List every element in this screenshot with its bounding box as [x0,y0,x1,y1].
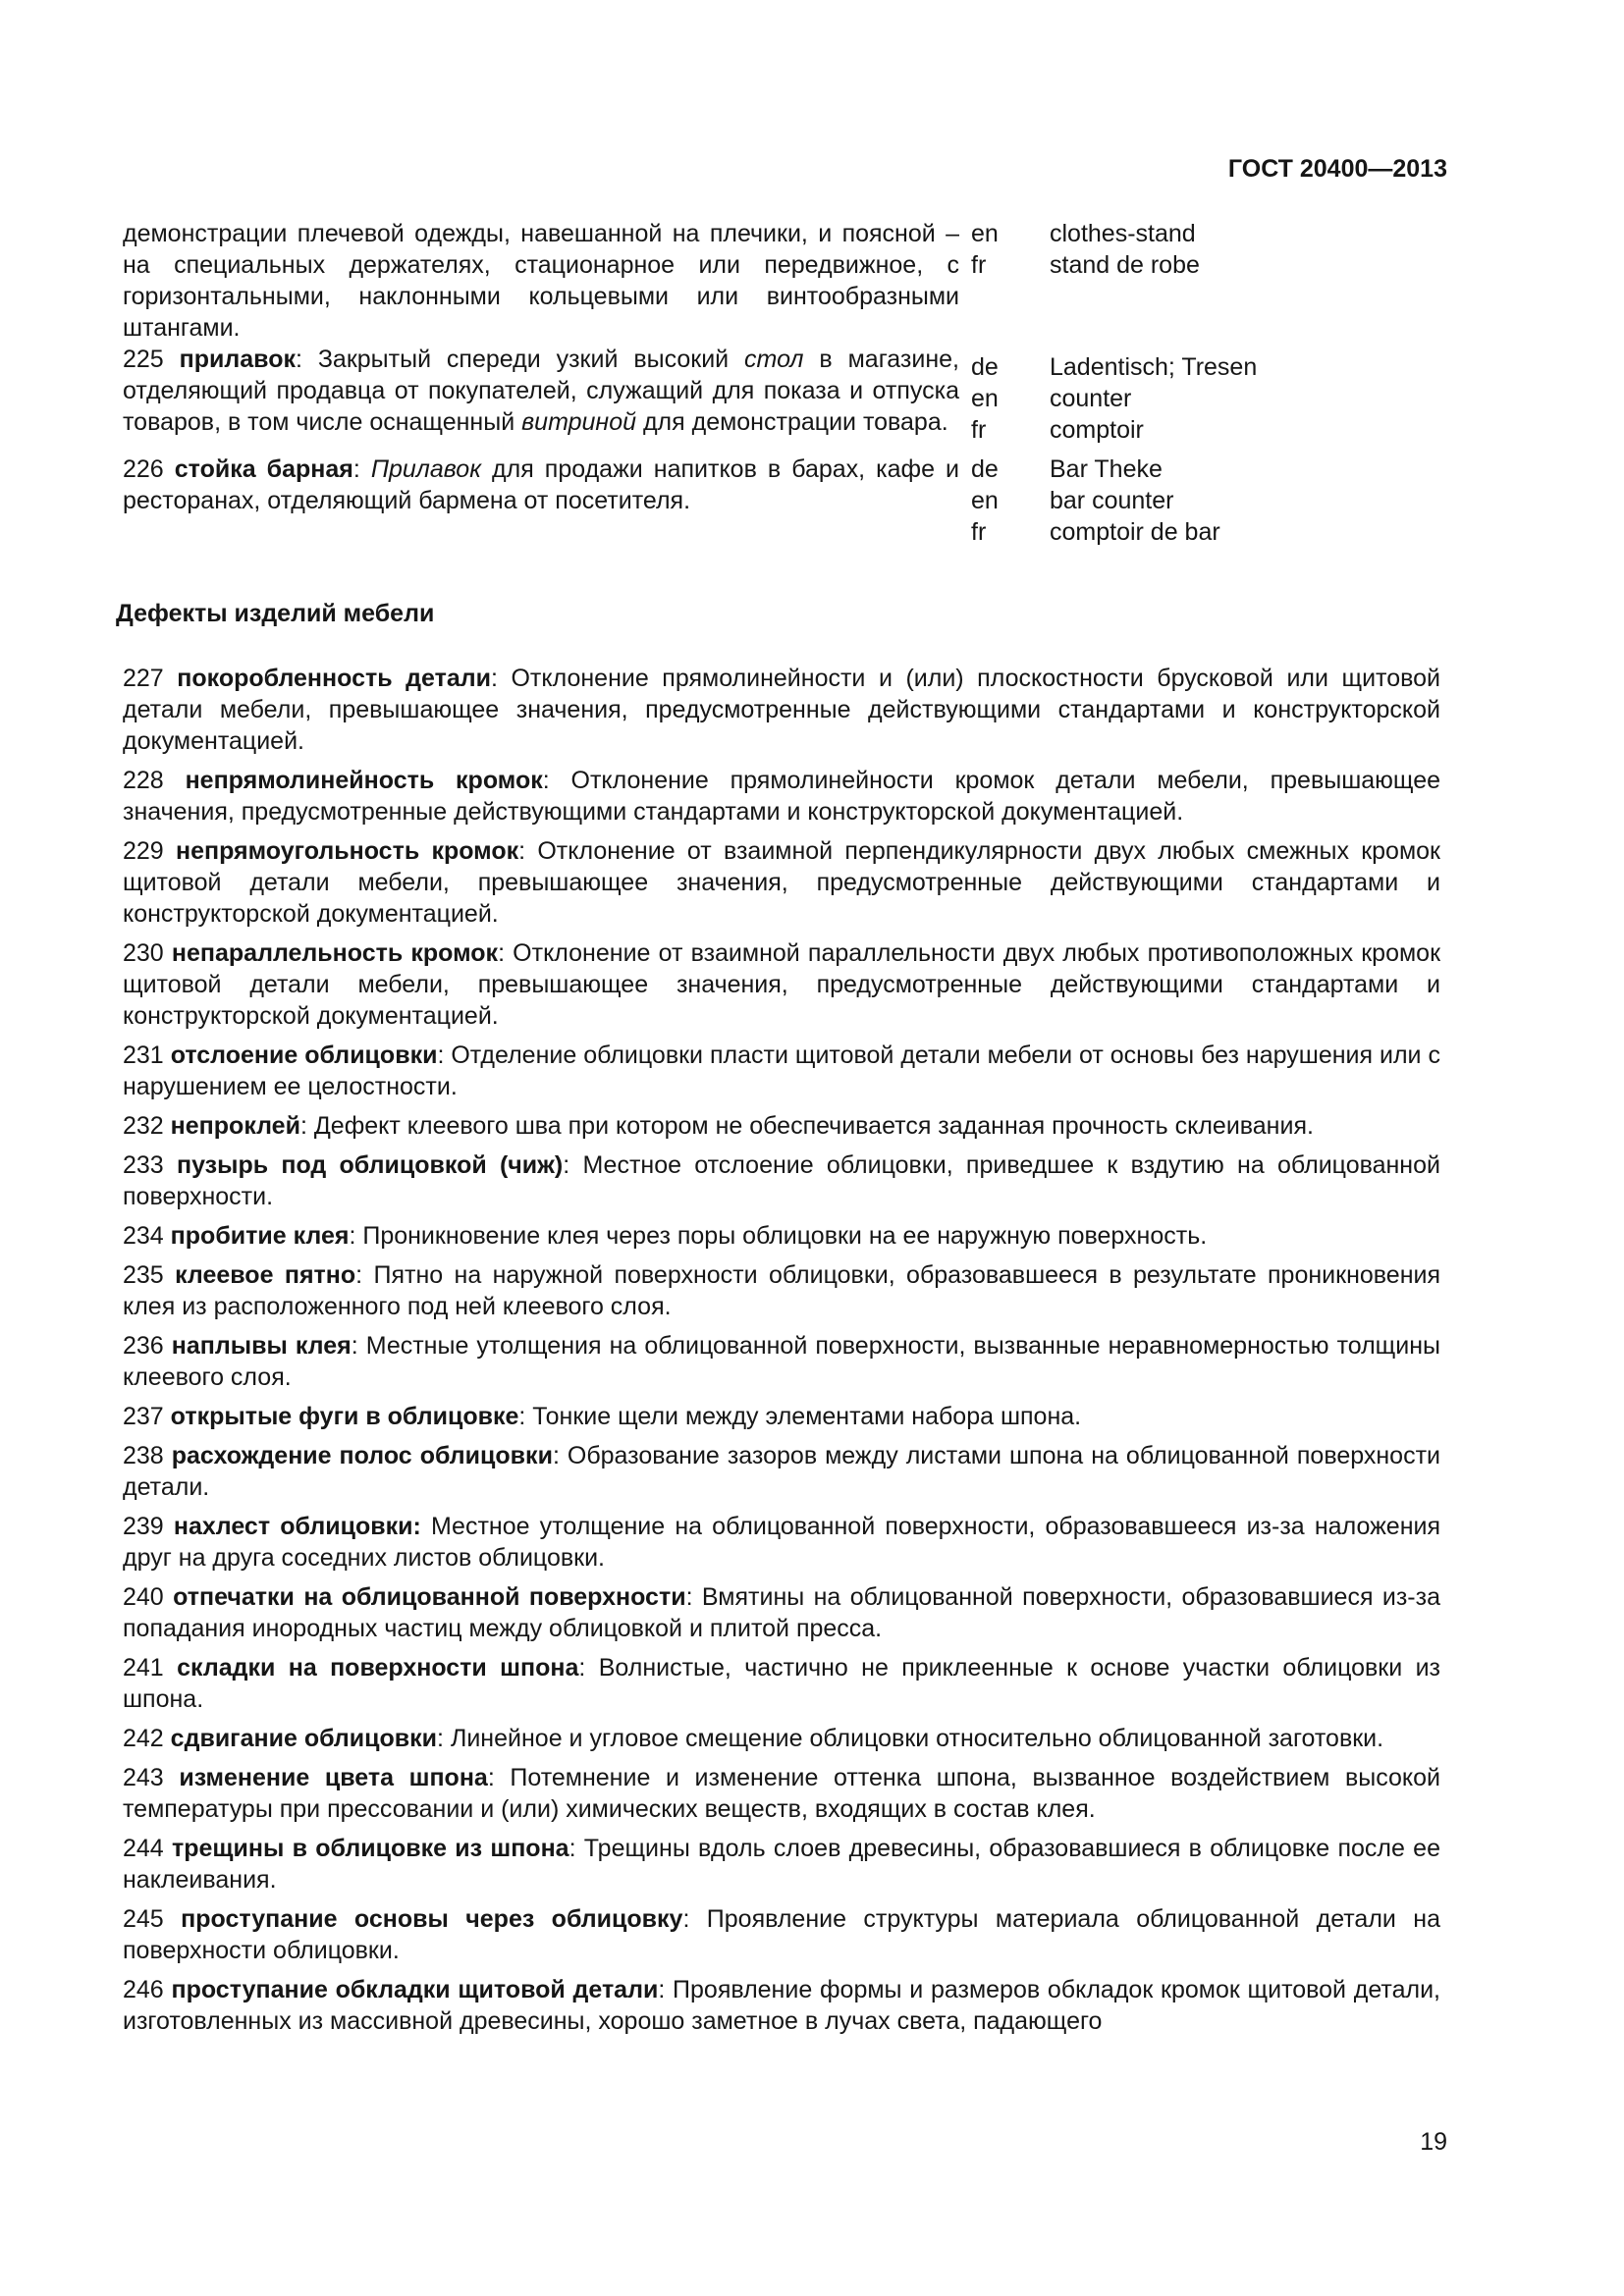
foreign-term: Ladentisch; Tresen [1050,353,1258,381]
defect-entry-232 [123,1110,1440,1142]
defect-entry-242 [123,1723,1440,1754]
entry-number: 229 [123,837,164,865]
entry-definition: : Отклонение от взаимной параллельности двух любых противоположных кромок щитовой детали мебели, превышающее значения, предусмотренные действующими стандартами и конструкторской документацией. [123,939,1441,1030]
entry-term: складки на поверхности шпона [177,1654,579,1682]
foreign-term: comptoir [1050,416,1144,444]
defect-entry-227 [123,663,1440,757]
entry-definition: : Образование зазоров между листами шпона на облицованной поверхности детали. [123,1442,1440,1501]
entry-term: расхождение полос облицовки [171,1442,553,1469]
entry-term: пробитие клея [170,1222,350,1250]
language-codes [971,454,1050,548]
entry-number: 232 [123,1112,164,1140]
entry-term: непроклей [170,1112,300,1140]
entry-number: 238 [123,1442,164,1469]
entry-term: покоробленность детали [177,665,491,692]
definition-text: : Закрытый спереди узкий высокий [295,346,745,373]
language-codes [971,218,1050,344]
entry-term: открытые фуги в облицовке [170,1403,519,1430]
entry-number: 244 [123,1835,164,1862]
language-code-en: en [971,220,999,247]
entry-definition: : Проникновение клея через поры облицовки на ее наружную поверхность. [349,1222,1208,1250]
entry-term: непрямолинейность кромок [185,767,543,794]
defect-entry-245 [123,1903,1440,1966]
entry-number: 236 [123,1332,164,1360]
entry-term: нахлест облицовки: [173,1513,421,1540]
entry-number: 245 [123,1905,164,1933]
entry-definition: : Отделение облицовки пласти щитовой детали мебели от основы без нарушения или с нарушением ее целостности. [123,1041,1440,1100]
entry-definition: : Местное отслоение облицовки, приведшее к вздутию на облицованной поверхности. [123,1151,1440,1210]
entry-term: изменение цвета шпона [179,1764,488,1791]
defect-entry-229 [123,835,1440,930]
entry-number: 246 [123,1976,164,2003]
defect-entry-235 [123,1259,1440,1322]
entry-number: 234 [123,1222,164,1250]
foreign-term: stand de robe [1050,251,1200,279]
entry-definition: : Потемнение и изменение оттенка шпона, вызванное воздействием высокой температуры при прессовании и (или) химических веществ, входящих в состав клея. [123,1764,1440,1823]
entry-number: 231 [123,1041,164,1069]
term-name: стойка барная [174,455,353,483]
entry-definition: : Линейное и угловое смещение облицовки относительно облицованной заготовки. [437,1725,1384,1752]
definition-text: для демонстрации товара. [636,408,948,436]
entry-term: проступание основы через облицовку [181,1905,683,1933]
language-code-de: de [971,353,999,381]
language-code-fr: fr [971,416,987,444]
defect-entry-239 [123,1511,1440,1574]
entry-definition: : Проявление структуры материала облицованной детали на поверхности облицовки. [123,1905,1441,1964]
term-entry-225 [123,344,1448,446]
term-reference: Прилавок [370,455,482,483]
entry-number: 242 [123,1725,164,1752]
term-definition [123,218,959,344]
entry-term: отпечатки на облицованной поверхности [173,1583,686,1611]
term-reference: стол [744,346,804,373]
defect-entry-230 [123,937,1440,1032]
entry-definition: : Дефект клеевого шва при котором не обеспечивается заданная прочность склеивания. [299,1112,1314,1140]
entry-term: сдвигание облицовки [170,1725,438,1752]
entry-definition: : Трещины вдоль слоев древесины, образовавшиеся в облицовке после ее наклеивания. [123,1835,1440,1894]
entry-definition: : Вмятины на облицованной поверхности, образовавшиеся из-за попадания инородных частиц между облицовкой и плитой пресса. [123,1583,1440,1642]
foreign-terms [1050,218,1442,344]
term-number: 225 [123,346,164,373]
language-code-en: en [971,487,999,514]
term-entry-cont [123,218,1448,344]
defect-entry-233 [123,1149,1440,1212]
definition-text: для продажи напитков в барах, кафе и ресторанах, отделяющий бармена от посетителя. [123,455,960,514]
language-code-fr: fr [971,518,987,546]
term-reference: витриной [521,408,636,436]
foreign-terms [1050,344,1442,446]
language-code-fr: fr [971,251,987,279]
entry-term: клеевое пятно [175,1261,356,1289]
entry-definition: : Пятно на наружной поверхности облицовки, образовавшееся в результате проникновения клея из расположенного под ней клеевого слоя. [123,1261,1440,1320]
entry-term: проступание обкладки щитовой детали [171,1976,659,2003]
entry-term: непараллельность кромок [171,939,499,967]
term-number: 226 [123,455,164,483]
term-definition [123,454,959,548]
entry-definition: : Отклонение от взаимной перпендикулярности двух любых смежных кромок щитовой детали мебели, превышающее значения, предусмотренные действующими стандартами и конструкторской документацией. [123,837,1440,928]
document-header: ГОСТ 20400—2013 [1227,155,1447,183]
entry-definition: : Отклонение прямолинейности кромок детали мебели, превышающее значения, предусмотренные действующими стандартами и конструкторской документацией. [123,767,1441,826]
entry-term: трещины в облицовке из шпона [172,1835,569,1862]
entry-number: 239 [123,1513,164,1540]
defect-entry-240 [123,1581,1440,1644]
definition-text: : [352,455,371,483]
language-codes [971,344,1050,446]
language-code-de: de [971,455,999,483]
term-entry-226 [123,454,1448,548]
entry-term: непрямоугольность кромок [176,837,519,865]
defect-entry-236 [123,1330,1440,1393]
foreign-term: clothes-stand [1050,220,1196,247]
definition-text: демонстрации плечевой одежды, навешанной на плечики, и поясной – на специальных держателях, стационарное или передвижное, с горизонтальными, наклонными кольцевыми или винтообразными штангами. [123,220,959,342]
entry-number: 233 [123,1151,164,1179]
entry-definition: : Волнистые, частично не приклеенные к основе участки облицовки из шпона. [123,1654,1441,1713]
entry-definition: Местное утолщение на облицованной поверхности, образовавшееся из-за наложения друг на друга соседних листов облицовки. [123,1513,1441,1572]
entry-term: наплывы клея [171,1332,352,1360]
definition-text: в магазине, отделяющий продавца от покупателей, служащий для показа и отпуска товаров, в том числе оснащенный [123,346,959,436]
entry-definition: : Проявление формы и размеров обкладок кромок щитовой детали, изготовленных из массивной древесины, хорошо заметное в лучах света, падающего [123,1976,1441,2035]
entry-number: 243 [123,1764,164,1791]
entry-number: 235 [123,1261,164,1289]
entry-number: 241 [123,1654,164,1682]
defect-entry-244 [123,1833,1440,1896]
entry-definition: : Тонкие щели между элементами набора шпона. [518,1403,1082,1430]
defect-entry-231 [123,1040,1440,1102]
entry-number: 227 [123,665,164,692]
defect-entry-238 [123,1440,1440,1503]
defect-entry-243 [123,1762,1440,1825]
term-definition [123,344,959,446]
entry-number: 240 [123,1583,164,1611]
entry-term: пузырь под облицовкой (чиж) [177,1151,564,1179]
defect-entry-237 [123,1401,1440,1432]
entry-definition: : Местные утолщения на облицованной поверхности, вызванные неравномерностью толщины клеевого слоя. [123,1332,1440,1391]
page-number: 19 [1420,2128,1447,2156]
term-name: прилавок [179,346,296,373]
entry-term: отслоение облицовки [170,1041,438,1069]
section-title: Дефекты изделий мебели [116,600,435,627]
foreign-term: comptoir de bar [1050,518,1220,546]
entry-number: 228 [123,767,164,794]
entry-number: 230 [123,939,164,967]
foreign-term: bar counter [1050,487,1174,514]
foreign-terms [1050,454,1442,548]
defect-entry-234 [123,1220,1440,1252]
entry-number: 237 [123,1403,164,1430]
foreign-term: counter [1050,385,1132,412]
foreign-term: Bar Theke [1050,455,1163,483]
entry-definition: : Отклонение прямолинейности и (или) плоскостности брусковой или щитовой детали мебели, превышающее значения, предусмотренные действующими стандартами и конструкторской документацией. [123,665,1440,755]
language-code-en: en [971,385,999,412]
defects-list [123,663,1440,2045]
defect-entry-246 [123,1974,1440,2037]
defect-entry-228 [123,765,1440,828]
terminology-continuation [123,218,1448,548]
defect-entry-241 [123,1652,1440,1715]
